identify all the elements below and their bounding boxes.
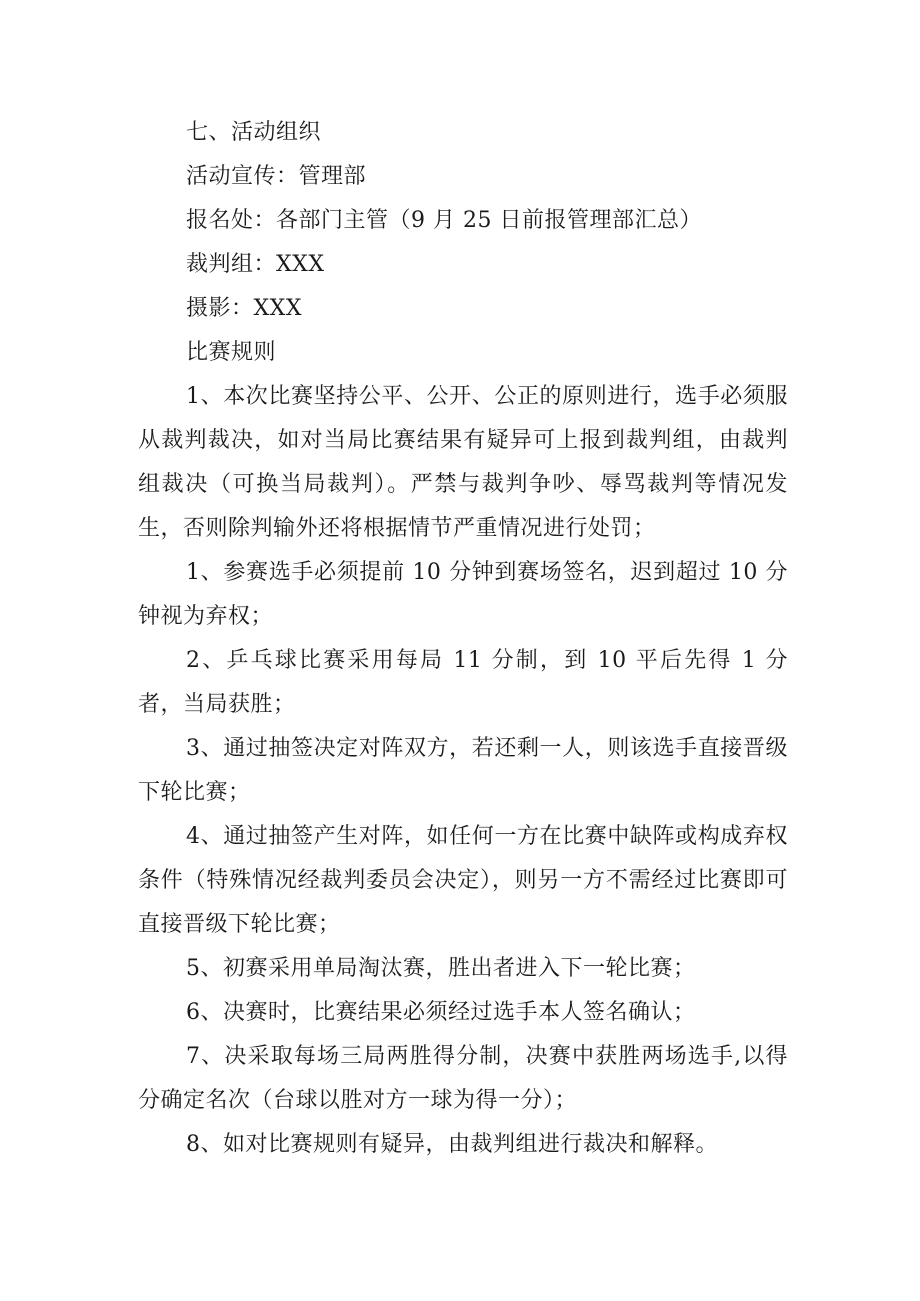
publicity-line: 活动宣传：管理部 <box>186 164 367 189</box>
section-heading: 七、活动组织 <box>186 120 322 145</box>
rule-paragraph-1a: 1、本次比赛坚持公平、公开、公正的原则进行，选手必须服从裁判裁决，如对当局比赛结果有疑异可上报到裁判组，由裁判组裁决（可换当局裁判）。严禁与裁判争吵、辱骂裁判等情况发生，否则除判输外还将根据情节严重情况进行处罚； <box>138 384 788 541</box>
rule-paragraph-6: 6、决赛时，比赛结果必须经过选手本人签名确认； <box>186 1000 696 1025</box>
rule-paragraph-4: 4、通过抽签产生对阵，如任何一方在比赛中缺阵或构成弃权条件（特殊情况经裁判委员会决定），则另一方不需经过比赛即可直接晋级下轮比赛； <box>138 824 788 937</box>
referee-group-line: 裁判组：XXX <box>186 252 325 277</box>
rule-paragraph-3: 3、通过抽签决定对阵双方，若还剩一人，则该选手直接晋级下轮比赛； <box>138 736 788 805</box>
photography-line: 摄影：XXX <box>186 296 302 321</box>
rule-paragraph-8: 8、如对比赛规则有疑异，由裁判组进行裁决和解释。 <box>186 1132 718 1157</box>
rule-paragraph-7: 7、决采取每场三局两胜得分制，决赛中获胜两场选手,以得分确定名次（台球以胜对方一球为得一分）； <box>138 1044 788 1113</box>
registration-line: 报名处：各部门主管（9 月 25 日前报管理部汇总） <box>186 208 702 233</box>
rule-paragraph-2: 2、乒乓球比赛采用每局 11 分制，到 10 平后先得 1 分者，当局获胜； <box>138 648 788 717</box>
rule-paragraph-1b: 1、参赛选手必须提前 10 分钟到赛场签名，迟到超过 10 分钟视为弃权； <box>138 560 788 629</box>
rule-paragraph-5: 5、初赛采用单局淘汰赛，胜出者进入下一轮比赛； <box>186 956 696 981</box>
rules-heading: 比赛规则 <box>186 340 277 365</box>
